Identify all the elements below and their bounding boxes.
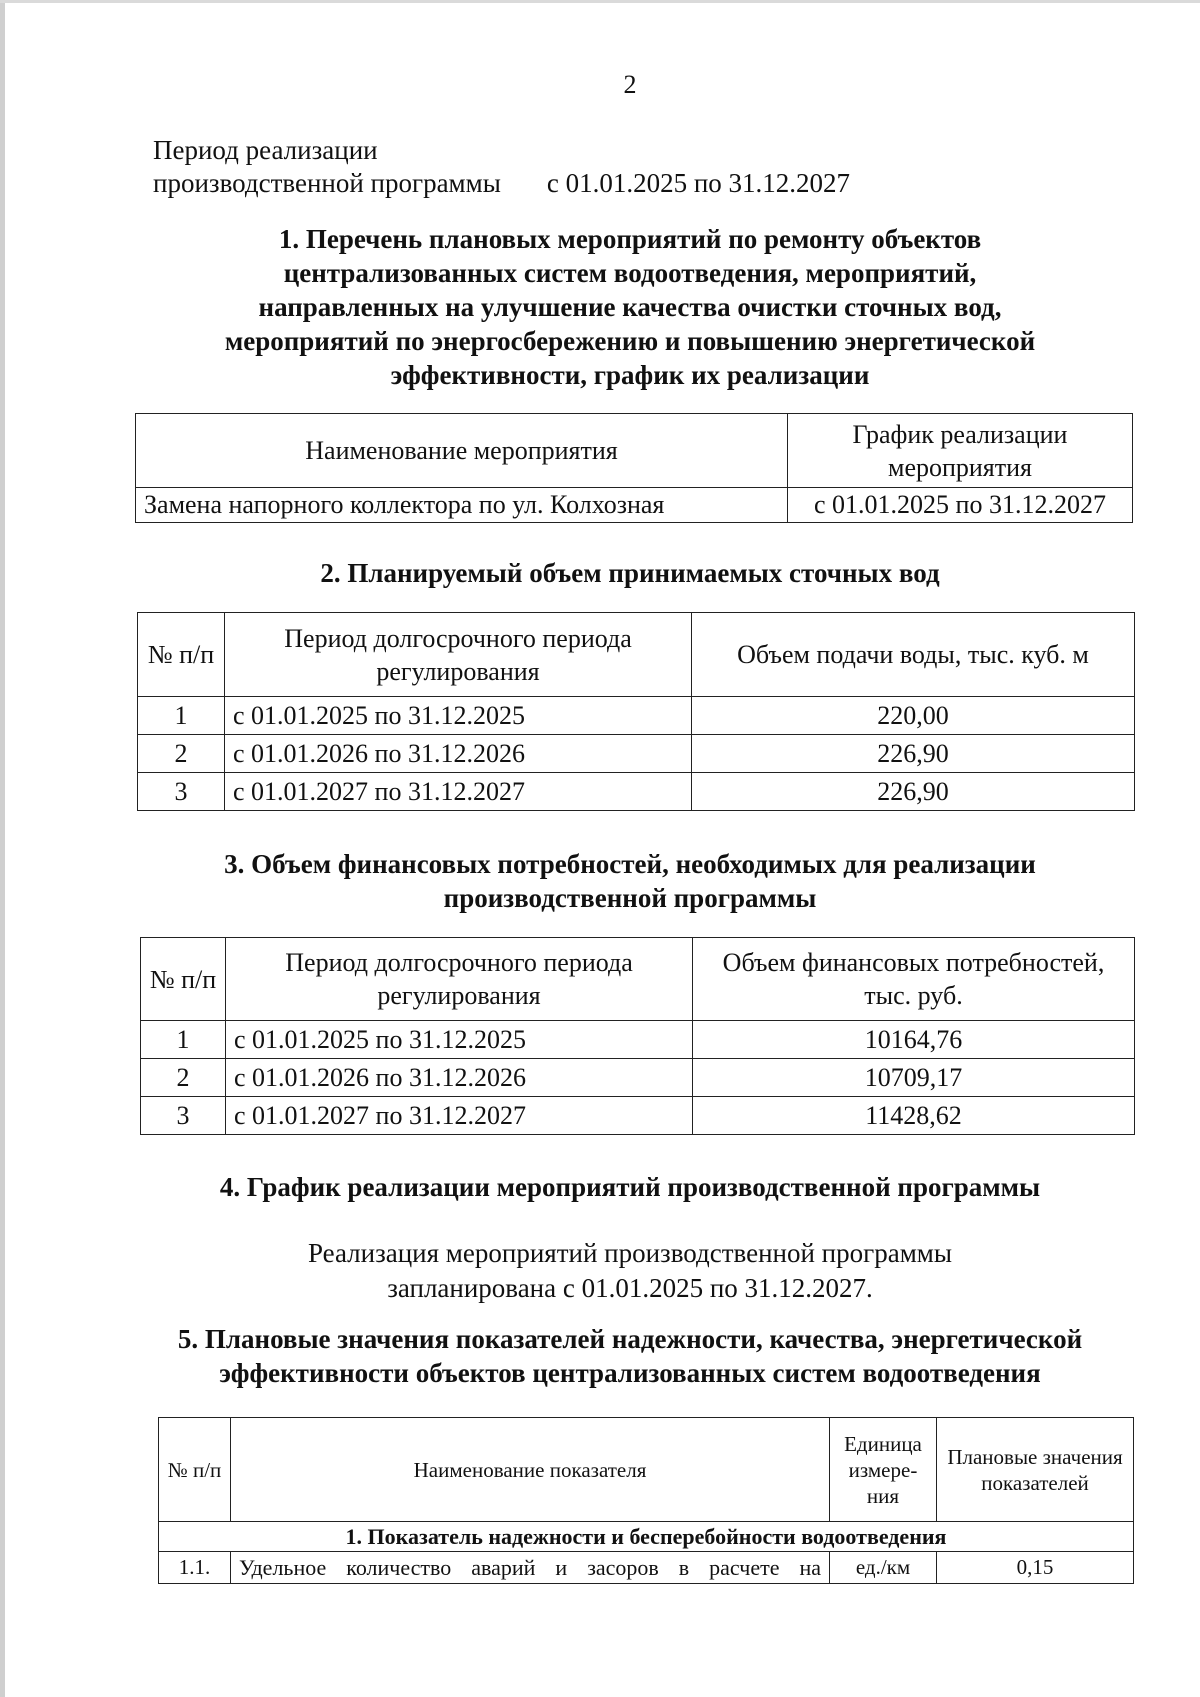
section5-title: [130, 1322, 1130, 1390]
row-unit: ед./км: [830, 1552, 937, 1584]
section3-title-line: производственной программы: [443, 883, 817, 913]
section4-text: [130, 1236, 1130, 1306]
row-value: 226,90: [692, 735, 1135, 773]
row-period: с 01.01.2025 по 31.12.2025: [226, 1021, 693, 1059]
row-num: 3: [141, 1097, 226, 1135]
header-num: № п/п: [141, 938, 226, 1021]
row-period: с 01.01.2027 по 31.12.2027: [225, 773, 692, 811]
table-row: [141, 1097, 1135, 1135]
scan-edge-top: [0, 0, 1200, 3]
header-value: Объем подачи воды, тыс. куб. м: [692, 613, 1135, 697]
section1-title-line: централизованных систем водоотведения, мероприятий,: [283, 258, 977, 288]
table-row: [138, 773, 1135, 811]
measure-schedule: с 01.01.2025 по 31.12.2027: [788, 488, 1133, 523]
section3-title: [130, 847, 1130, 915]
measure-name: Замена напорного коллектора по ул. Колхозная: [136, 488, 788, 523]
row-num: 3: [138, 773, 225, 811]
table-row: [141, 1059, 1135, 1097]
row-value: 10164,76: [693, 1021, 1135, 1059]
row-period: с 01.01.2027 по 31.12.2027: [226, 1097, 693, 1135]
section2-table: [137, 612, 1135, 811]
header-period: Период долгосрочного периода регулирования: [226, 938, 693, 1021]
section5-title-line: 5. Плановые значения показателей надежности, качества, энергетической: [177, 1324, 1083, 1354]
row-plan: 0,15: [937, 1552, 1134, 1584]
row-period: с 01.01.2026 по 31.12.2026: [226, 1059, 693, 1097]
table-header-row: [136, 414, 1133, 488]
section1-title-line: эффективности, график их реализации: [390, 360, 870, 390]
section3-table: [140, 937, 1135, 1135]
table-header-row: [138, 613, 1135, 697]
section5-title-line: эффективности объектов централизованных систем водоотведения: [219, 1358, 1041, 1388]
section4-title: 4. График реализации мероприятий производственной программы: [219, 1172, 1041, 1202]
row-value: 220,00: [692, 697, 1135, 735]
row-num: 1: [138, 697, 225, 735]
row-period: с 01.01.2026 по 31.12.2026: [225, 735, 692, 773]
header-name: Наименование мероприятия: [136, 414, 788, 488]
row-value: 11428,62: [693, 1097, 1135, 1135]
section1-title-line: 1. Перечень плановых мероприятий по ремонту объектов: [278, 224, 982, 254]
header-value: Объем финансовых потребностей, тыс. руб.: [693, 938, 1135, 1021]
section4-text-line: запланирована с 01.01.2025 по 31.12.2027.: [387, 1273, 873, 1303]
table-row: [141, 1021, 1135, 1059]
row-num: 1: [141, 1021, 226, 1059]
section5-table: [158, 1417, 1134, 1584]
row-num: 2: [138, 735, 225, 773]
header-period: Период долгосрочного периода регулирования: [225, 613, 692, 697]
header-schedule: График реализации мероприятия: [788, 414, 1133, 488]
row-num: 2: [141, 1059, 226, 1097]
header-num: № п/п: [138, 613, 225, 697]
section1-title: [130, 222, 1130, 392]
header-plan: Плановые значения показателей: [937, 1418, 1134, 1522]
header-unit: Единица измере-ния: [830, 1418, 937, 1522]
period-block: [153, 134, 850, 200]
section3-title-line: 3. Объем финансовых потребностей, необходимых для реализации: [224, 849, 1036, 879]
period-value: с 01.01.2025 по 31.12.2027: [546, 168, 851, 198]
header-num: № п/п: [159, 1418, 231, 1522]
group-title: 1. Показатель надежности и бесперебойности водоотведения: [159, 1522, 1134, 1552]
row-value: 10709,17: [693, 1059, 1135, 1097]
table-row: [136, 488, 1133, 523]
row-name: Удельное количество аварий и засоров в расчете на: [231, 1552, 830, 1584]
period-label-line1: Период реализации: [153, 135, 378, 165]
section1-table: [135, 413, 1133, 523]
page-number: 2: [623, 70, 637, 99]
row-value: 226,90: [692, 773, 1135, 811]
header-name: Наименование показателя: [231, 1418, 830, 1522]
table-row: [138, 697, 1135, 735]
table-row: [138, 735, 1135, 773]
period-label-line2: производственной программы: [153, 168, 501, 198]
row-num: 1.1.: [159, 1552, 231, 1584]
scan-edge: [0, 0, 5, 1697]
table-row: [159, 1552, 1134, 1584]
section1-title-line: мероприятий по энергосбережению и повышению энергетической: [224, 326, 1036, 356]
table-header-row: [141, 938, 1135, 1021]
table-header-row: [159, 1418, 1134, 1522]
section2-title: 2. Планируемый объем принимаемых сточных вод: [320, 558, 940, 588]
table-group-row: [159, 1522, 1134, 1552]
section1-title-line: направленных на улучшение качества очистки сточных вод,: [258, 292, 1002, 322]
section4-text-line: Реализация мероприятий производственной программы: [307, 1238, 953, 1268]
row-period: с 01.01.2025 по 31.12.2025: [225, 697, 692, 735]
